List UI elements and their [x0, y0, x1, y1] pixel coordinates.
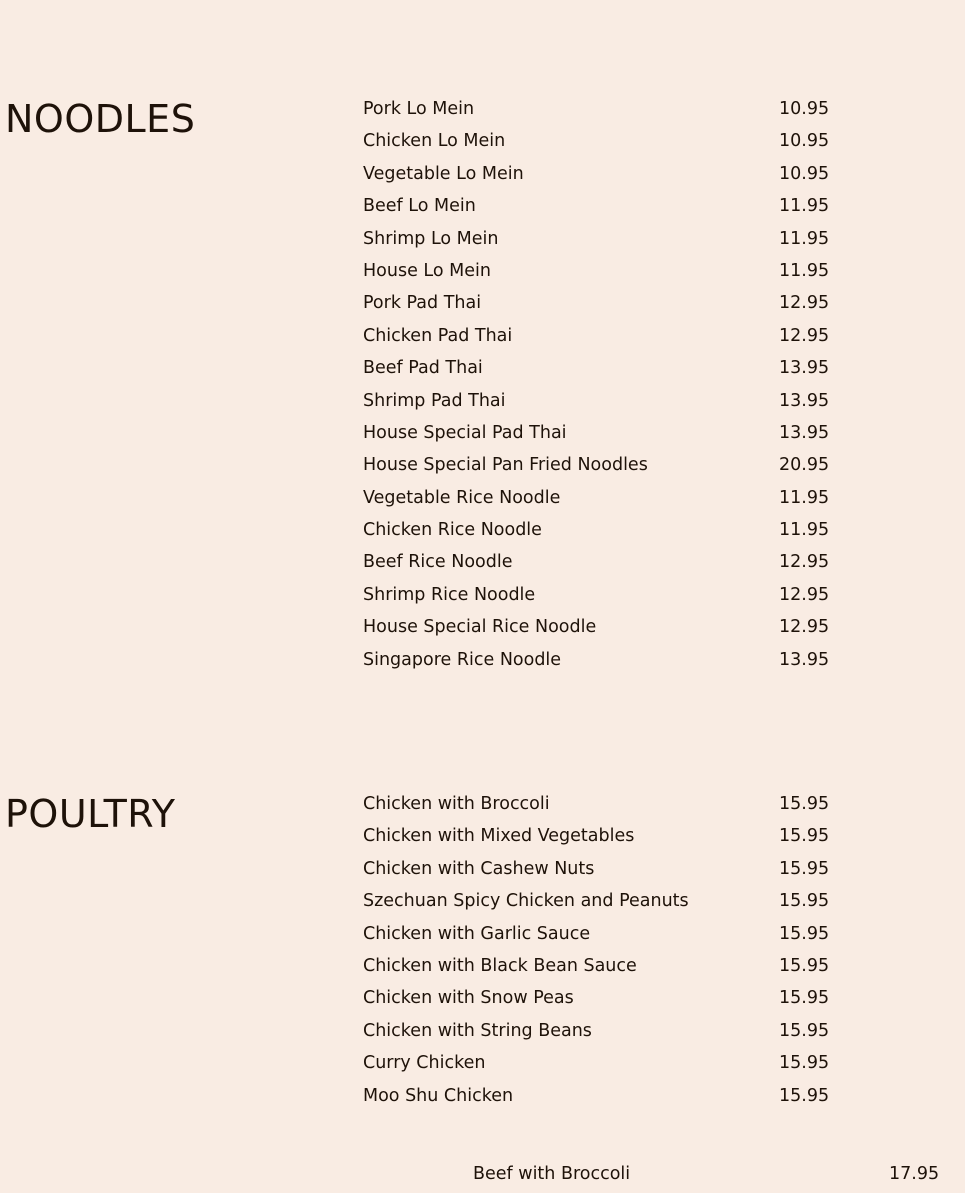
menu-item — [363, 195, 863, 227]
menu-item-price: 20.95 — [779, 455, 830, 476]
menu-item-name: Chicken with String Beans — [363, 1020, 592, 1041]
menu-item — [363, 793, 863, 825]
menu-item-name: House Special Pan Fried Noodles — [363, 455, 648, 476]
menu-item — [363, 890, 863, 922]
menu-item-name: Beef Rice Noodle — [363, 552, 513, 573]
menu-item-price: 12.95 — [779, 617, 830, 638]
menu-item — [363, 422, 863, 454]
menu-item — [363, 825, 863, 857]
menu-item-name: Beef Lo Mein — [363, 196, 476, 217]
menu-item-partial — [473, 1163, 965, 1193]
menu-item-price: 13.95 — [779, 649, 830, 670]
menu-item-name: Vegetable Lo Mein — [363, 163, 524, 184]
menu-item-name: House Special Rice Noodle — [363, 617, 597, 638]
menu-item-name: Shrimp Lo Mein — [363, 228, 499, 249]
menu-item — [363, 955, 863, 987]
menu-item — [363, 923, 863, 955]
menu-item-price: 12.95 — [779, 552, 830, 573]
menu-item — [363, 1085, 863, 1117]
menu-item — [363, 130, 863, 162]
menu-item — [363, 260, 863, 292]
menu-item — [363, 390, 863, 422]
menu-item — [363, 649, 863, 681]
menu-item-price: 13.95 — [779, 422, 830, 443]
menu-item-price: 12.95 — [779, 584, 830, 605]
menu-item — [363, 163, 863, 195]
menu-item-price: 15.95 — [779, 955, 830, 976]
menu-item — [363, 519, 863, 551]
menu-item — [363, 551, 863, 583]
menu-item-price: 15.95 — [779, 1085, 830, 1106]
section-title-poultry: POULTRY — [5, 792, 176, 836]
menu-item-name: Shrimp Rice Noodle — [363, 584, 536, 605]
menu-item-price: 10.95 — [779, 163, 830, 184]
menu-item-price: 15.95 — [779, 988, 830, 1009]
menu-item — [363, 454, 863, 486]
menu-item-name: Beef Pad Thai — [363, 358, 483, 379]
menu-item-name: Chicken Lo Mein — [363, 131, 506, 152]
menu-item — [363, 987, 863, 1019]
menu-item — [363, 858, 863, 890]
menu-item-price: 12.95 — [779, 325, 830, 346]
menu-item-price: 15.95 — [779, 794, 830, 814]
section-title-noodles: NOODLES — [5, 97, 196, 141]
menu-item — [363, 616, 863, 648]
menu-item-name: Chicken with Garlic Sauce — [363, 923, 591, 944]
menu-item-name: Chicken with Mixed Vegetables — [363, 826, 635, 847]
menu-item-price: 15.95 — [779, 923, 830, 944]
menu-item-price: 17.95 — [889, 1164, 940, 1184]
menu-item-price: 13.95 — [779, 390, 830, 411]
menu-item-price: 11.95 — [779, 487, 830, 508]
menu-item — [363, 1020, 863, 1052]
menu-item-price: 12.95 — [779, 293, 830, 314]
menu-item-name: Vegetable Rice Noodle — [363, 487, 561, 508]
menu-item-name: Singapore Rice Noodle — [363, 649, 562, 670]
menu-item — [363, 357, 863, 389]
menu-item-name: Pork Lo Mein — [363, 99, 475, 119]
menu-item — [363, 292, 863, 324]
menu-item-price: 10.95 — [779, 131, 830, 152]
menu-item-name: Chicken with Cashew Nuts — [363, 858, 595, 879]
menu-item-name: Chicken Rice Noodle — [363, 520, 542, 541]
menu-item-name: Chicken with Broccoli — [363, 794, 550, 814]
menu-item-name: House Lo Mein — [363, 260, 491, 281]
menu-item-name: Moo Shu Chicken — [363, 1085, 514, 1106]
noodles-item-list — [363, 98, 863, 681]
menu-item-price: 15.95 — [779, 826, 830, 847]
menu-item-name: Szechuan Spicy Chicken and Peanuts — [363, 891, 689, 912]
menu-item — [363, 98, 863, 130]
menu-item — [363, 325, 863, 357]
menu-item-price: 13.95 — [779, 358, 830, 379]
menu-item-name: Curry Chicken — [363, 1053, 486, 1074]
menu-item — [363, 1052, 863, 1084]
menu-item-price: 11.95 — [779, 520, 830, 541]
menu-item-price: 15.95 — [779, 1020, 830, 1041]
menu-item-price: 15.95 — [779, 858, 830, 879]
menu-item-name: Chicken with Black Bean Sauce — [363, 955, 637, 976]
menu-item-price: 15.95 — [779, 891, 830, 912]
poultry-item-list — [363, 793, 863, 1117]
menu-item-price: 11.95 — [779, 228, 830, 249]
menu-item-name: Chicken with Snow Peas — [363, 988, 574, 1009]
menu-item-name: House Special Pad Thai — [363, 422, 567, 443]
menu-item-name: Chicken Pad Thai — [363, 325, 513, 346]
menu-item-name: Beef with Broccoli — [473, 1164, 631, 1184]
menu-item-name: Pork Pad Thai — [363, 293, 482, 314]
menu-item-name: Shrimp Pad Thai — [363, 390, 506, 411]
menu-item — [363, 487, 863, 519]
menu-item-price: 11.95 — [779, 260, 830, 281]
menu-item — [363, 228, 863, 260]
menu-item-price: 10.95 — [779, 99, 830, 119]
menu-item-price: 11.95 — [779, 196, 830, 217]
menu-item — [363, 584, 863, 616]
menu-item-price: 15.95 — [779, 1053, 830, 1074]
